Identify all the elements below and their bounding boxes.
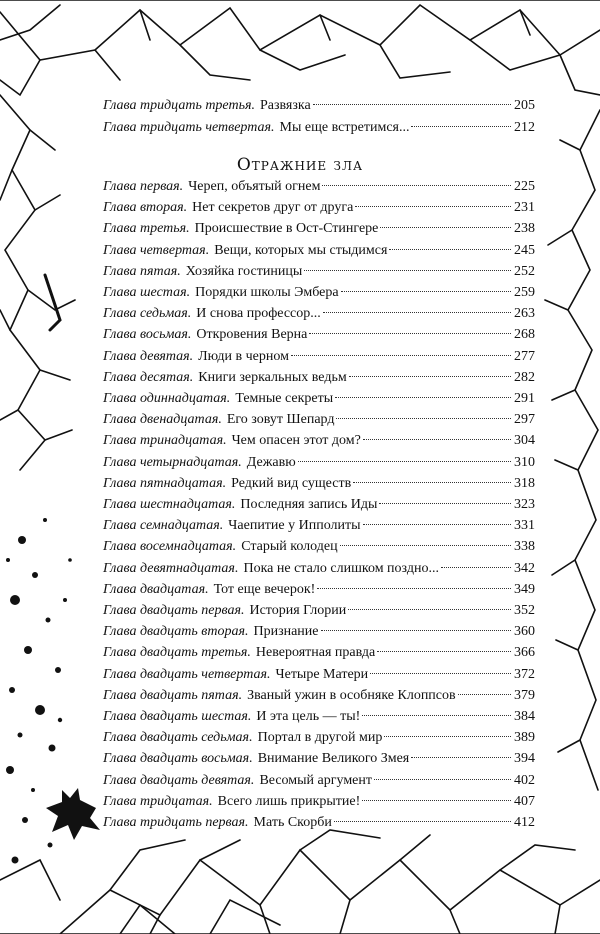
toc-entry: [103, 389, 535, 409]
dot-leader: [336, 418, 511, 419]
page-number: 372: [514, 666, 535, 682]
page-number: 338: [514, 539, 535, 555]
chapter-title: Невероятная правда: [255, 645, 376, 661]
chapter-title: Всего лишь прикрытие!: [217, 793, 361, 809]
chapter-number: Глава двадцать пятая.: [103, 687, 243, 703]
dot-leader: [389, 249, 511, 250]
toc-entry: [103, 262, 535, 282]
dot-leader: [298, 461, 511, 462]
chapter-title: Темные секреты: [235, 391, 334, 406]
toc-entry: [103, 431, 535, 451]
chapter-number: Глава двадцать восьмая.: [103, 751, 253, 767]
page-number: 407: [514, 793, 535, 809]
page-number: 352: [514, 603, 535, 618]
toc-entry: [103, 283, 535, 303]
chapter-title: Дежавю: [246, 454, 296, 470]
dot-leader: [334, 821, 511, 822]
page-number: 231: [514, 200, 535, 216]
dot-leader: [349, 376, 511, 377]
chapter-title: Весомый аргумент: [259, 772, 372, 788]
dot-leader: [362, 715, 511, 716]
toc-entry: [103, 728, 535, 748]
chapter-title: Признание: [253, 624, 319, 640]
chapter-title: Откровения Верна: [196, 327, 308, 343]
toc-entry: [103, 118, 535, 138]
dot-leader: [323, 312, 511, 313]
chapter-number: Глава третья.: [103, 221, 190, 237]
page-number: 394: [514, 751, 535, 767]
chapter-title: Старый колодец: [241, 539, 338, 555]
chapter-title: Мы еще встретимся...: [279, 119, 410, 135]
toc-entry: [103, 749, 535, 769]
toc-entry: [103, 325, 535, 345]
chapter-number: Глава двадцать первая.: [103, 603, 245, 618]
chapter-number: Глава тридцать четвертая.: [103, 119, 275, 135]
dot-leader: [355, 206, 511, 207]
dot-leader: [353, 482, 511, 483]
chapter-number: Глава двадцать шестая.: [103, 709, 252, 724]
chapter-title: Редкий вид существ: [231, 475, 352, 491]
dot-leader: [304, 270, 511, 271]
page-number: 268: [514, 327, 535, 343]
chapter-title: Развязка: [259, 98, 311, 113]
dot-leader: [370, 673, 511, 674]
chapter-title: Последняя запись Иды: [240, 497, 378, 512]
chapter-number: Глава тринадцатая.: [103, 433, 227, 449]
chapter-title: Мать Скорби: [253, 815, 332, 830]
dot-leader: [374, 779, 511, 780]
chapter-number: Глава четвертая.: [103, 242, 210, 258]
toc-entry: [103, 474, 535, 494]
page-number: 389: [514, 730, 535, 746]
chapter-number: Глава семнадцатая.: [103, 518, 224, 534]
toc-entry: [103, 622, 535, 642]
chapter-number: Глава двадцать девятая.: [103, 772, 255, 788]
chapter-number: Глава двадцать вторая.: [103, 624, 249, 640]
dot-leader: [441, 567, 511, 568]
toc-entry: [103, 686, 535, 706]
page-number: 379: [514, 687, 535, 703]
chapter-title: Чем опасен этот дом?: [231, 433, 361, 449]
chapter-number: Глава тридцать первая.: [103, 815, 249, 830]
dot-leader: [341, 291, 511, 292]
chapter-title: Четыре Матери: [275, 666, 369, 682]
page-number: 297: [514, 412, 535, 428]
page-number: 225: [514, 179, 535, 194]
toc-entry: [103, 643, 535, 663]
toc-entry: [103, 219, 535, 239]
page-number: 212: [514, 119, 535, 135]
page-number: 205: [514, 98, 535, 113]
chapter-title: Люди в черном: [198, 348, 289, 364]
chapter-number: Глава двадцать четвертая.: [103, 666, 271, 682]
chapter-number: Глава двенадцатая.: [103, 412, 222, 428]
dot-leader: [411, 757, 511, 758]
dot-leader: [362, 800, 511, 801]
page-number: 323: [514, 497, 535, 512]
page-number: 291: [514, 391, 535, 406]
chapter-title: Книги зеркальных ведьм: [198, 369, 347, 385]
page-number: 384: [514, 709, 535, 724]
chapter-number: Глава тридцатая.: [103, 793, 213, 809]
dot-leader: [363, 524, 511, 525]
page-number: 331: [514, 518, 535, 534]
chapter-number: Глава двадцать третья.: [103, 645, 251, 661]
page-number: 366: [514, 645, 535, 661]
chapter-number: Глава двадцатая.: [103, 581, 209, 597]
page-number: 402: [514, 772, 535, 788]
dot-leader: [348, 609, 511, 610]
page-number: 310: [514, 454, 535, 470]
dot-leader: [291, 355, 511, 356]
toc-entry: [103, 453, 535, 473]
chapter-number: Глава вторая.: [103, 200, 188, 216]
chapter-number: Глава шестнадцатая.: [103, 497, 236, 512]
dot-leader: [379, 503, 511, 504]
chapter-number: Глава одиннадцатая.: [103, 391, 231, 406]
toc-entry: [103, 601, 535, 621]
page-number: 360: [514, 624, 535, 640]
toc-entry: [103, 347, 535, 367]
chapter-title: Чаепитие у Ипполиты: [228, 518, 361, 534]
dot-leader: [335, 397, 511, 398]
page-number: 277: [514, 348, 535, 364]
toc-entry: [103, 792, 535, 812]
chapter-title: Пока не стало слишком поздно...: [243, 560, 439, 576]
toc-entry: [103, 368, 535, 388]
bat-icon: [46, 788, 100, 840]
chapter-number: Глава пятнадцатая.: [103, 475, 227, 491]
dot-leader: [313, 104, 511, 105]
chapter-title: Хозяйка гостиницы: [185, 263, 303, 279]
page-number: 245: [514, 242, 535, 258]
page-number: 259: [514, 285, 535, 300]
chapter-title: Череп, объятый огнем: [188, 179, 321, 194]
chapter-number: Глава пятая.: [103, 263, 181, 279]
chapter-number: Глава десятая.: [103, 369, 194, 385]
dot-leader: [384, 736, 511, 737]
part-title: Отражние зла: [236, 155, 364, 175]
page-number: 318: [514, 475, 535, 491]
dot-leader: [377, 651, 511, 652]
chapter-number: Глава девятнадцатая.: [103, 560, 239, 576]
chapter-title: Вещи, которых мы стыдимся: [214, 242, 388, 258]
chapter-title: И снова профессор...: [196, 306, 321, 322]
toc-entry: [103, 665, 535, 685]
chapter-title: Званый ужин в особняке Клоппсов: [247, 687, 456, 703]
page-number: 342: [514, 560, 535, 576]
toc-entry: [103, 304, 535, 324]
toc-entry: [103, 241, 535, 261]
chapter-title: Тот еще вечерок!: [213, 581, 316, 597]
chapter-number: Глава четырнадцатая.: [103, 454, 242, 470]
toc-entry: [103, 177, 535, 197]
dot-leader: [363, 439, 511, 440]
chapter-number: Глава тридцать третья.: [103, 98, 255, 113]
dot-leader: [380, 227, 511, 228]
chapter-title: Порядки школы Эмбера: [195, 285, 339, 300]
toc-entry: [103, 559, 535, 579]
toc-entry: [103, 96, 535, 116]
dot-leader: [317, 588, 511, 589]
dot-leader: [321, 630, 511, 631]
page-number: 412: [514, 815, 535, 830]
chapter-title: Нет секретов друг от друга: [192, 200, 354, 216]
toc-entry: [103, 580, 535, 600]
toc-entry: [103, 537, 535, 557]
dot-leader: [340, 545, 511, 546]
toc-entry: [103, 771, 535, 791]
dot-leader: [458, 694, 511, 695]
chapter-title: Портал в другой мир: [257, 730, 383, 746]
chapter-title: Его зовут Шепард: [226, 412, 335, 428]
dot-leader: [309, 333, 511, 334]
chapter-number: Глава первая.: [103, 179, 184, 194]
dot-leader: [322, 185, 511, 186]
page-number: 349: [514, 581, 535, 597]
page-number: 282: [514, 369, 535, 385]
page-number: 252: [514, 263, 535, 279]
page-number: 238: [514, 221, 535, 237]
chapter-number: Глава шестая.: [103, 285, 191, 300]
dot-leader: [411, 126, 511, 127]
toc-entry: [103, 516, 535, 536]
chapter-number: Глава восемнадцатая.: [103, 539, 237, 555]
toc-entry: [103, 198, 535, 218]
table-of-contents: [103, 0, 535, 934]
chapter-number: Глава седьмая.: [103, 306, 192, 322]
chapter-title: И эта цель — ты!: [256, 709, 361, 724]
chapter-number: Глава двадцать седьмая.: [103, 730, 253, 746]
page-number: 263: [514, 306, 535, 322]
chapter-title: История Глории: [249, 603, 347, 618]
toc-entry: [103, 707, 535, 727]
toc-entry: [103, 495, 535, 515]
page-number: 304: [514, 433, 535, 449]
chapter-number: Глава восьмая.: [103, 327, 192, 343]
chapter-number: Глава девятая.: [103, 348, 194, 364]
chapter-title: Внимание Великого Змея: [257, 751, 410, 767]
toc-entry: [103, 813, 535, 833]
chapter-title: Происшествие в Ост-Стингере: [194, 221, 379, 237]
toc-entry: [103, 410, 535, 430]
